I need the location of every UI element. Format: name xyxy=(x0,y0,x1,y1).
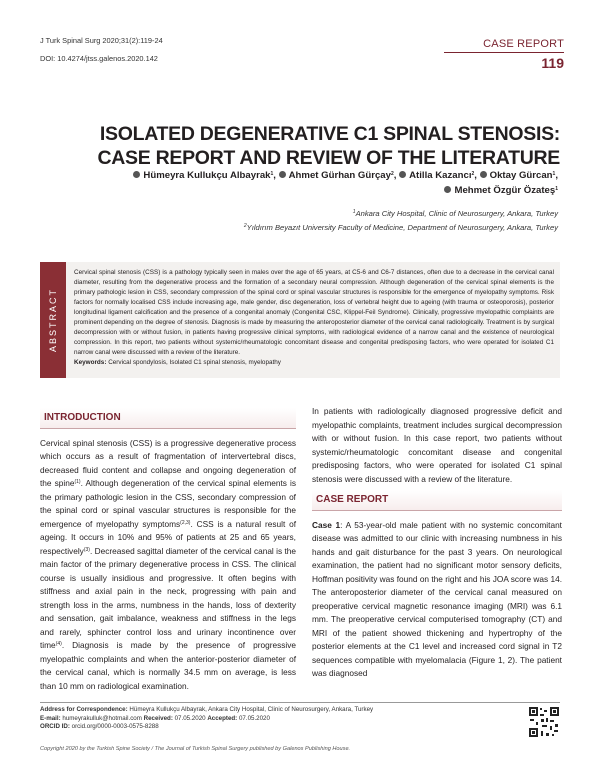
introduction-heading: INTRODUCTION xyxy=(40,408,296,429)
author[interactable]: Oktay Gürcan$^1$ xyxy=(480,170,556,181)
orcid-icon[interactable] xyxy=(279,171,286,178)
journal-reference: J Turk Spinal Surg 2020;31(2):119-24 xyxy=(40,36,163,45)
footer-divider xyxy=(40,702,560,703)
case-report-heading: CASE REPORT xyxy=(312,490,562,511)
correspondence-dates: E-mail: humeyrakulluk@hotmail.com Received: 07.05.2020 Accepted: 07.05.2020 xyxy=(40,714,270,722)
author[interactable]: Mehmet Özgür Özateş$^1$ xyxy=(444,185,558,196)
affiliations xyxy=(90,207,558,235)
qr-code-icon xyxy=(528,706,560,738)
orcid-icon[interactable] xyxy=(444,186,451,193)
case-report-header xyxy=(444,38,564,71)
abstract-tab xyxy=(40,262,66,378)
keywords: Keywords: Cervical spondylosis, Isolated C1 spinal stenosis, myelopathy xyxy=(74,359,281,366)
affiliation: $^1$Ankara City Hospital, Clinic of Neurosurgery, Ankara, Turkey xyxy=(352,209,558,218)
orcid-icon[interactable] xyxy=(133,171,140,178)
footer xyxy=(40,706,490,732)
page-number: 119 xyxy=(541,55,564,71)
article-title: ISOLATED DEGENERATIVE C1 SPINAL STENOSIS: CASE REPORT AND REVIEW OF THE LITERATURE xyxy=(97,123,560,169)
doi[interactable]: DOI: 10.4274/jtss.galenos.2020.142 xyxy=(40,54,158,63)
copyright-notice: Copyright 2020 by the Turkish Spine Society / The Journal of Turkish Spinal Surgery published by Galenos Publishing House. xyxy=(40,746,351,752)
author[interactable]: Atilla Kazancı$^2$ xyxy=(399,170,474,181)
left-column xyxy=(40,412,296,693)
case-report-label: CASE REPORT xyxy=(444,38,564,53)
email-link[interactable]: humeyrakulluk@hotmail.com xyxy=(62,714,142,722)
abstract-text: Cervical spinal stenosis (CSS) is a pathology typically seen in males over the age of 65 years, at C5-6 and C6-7 distances, often due to a decrease in the cervical canal diameter, resulting from the degenerative process and the formation of a secondary neural compression. Although degeneration of the cervical spinal elements is the primary pathologic lesion in CSS, secondary compression of the spinal cord or spinal vascular structures is responsible for the emergence of myelopathy symptoms. Risk factors for normally localised CSS include increasing age, male gender, disc degeneration, loss of vertebral height due to ageing (with trauma or osteoporosis), posterior longitudinal ligament calcification and the presence of a congenital anomaly (Congenital CSC, Klippel-Feil Syndrome). Clinically, progressive myelopathic complaints are prominent depending on the degree of stenosis. Diagnosis is made by measuring the anteroposterior diameter of the cervical canal radiologically. Treatment is by surgical decompression with or without fusion, in patients having progressive clinical symptoms, with radiological evidence of a narrow canal and the existence of neurological compression. In this report, two patients without systemic/rheumatologic concomitant disease and congenital predisposing factors, who were operated for isolated C1 narrow canal were discussed with a review of the literature. Keywords: Cervical spondylosis, Isolated C1 spinal stenosis, myelopathy xyxy=(74,269,554,366)
author-list: Hümeyra Kullukçu Albayrak$^1$, Ahmet Gürhan Gürçay$^2$, Atilla Kazancı$^2$, Oktay Gürcan$^1$, Mehmet Özgür Özateş$^1$ xyxy=(90,168,558,198)
orcid-icon[interactable] xyxy=(399,171,406,178)
affiliation: $^2$Yıldırım Beyazıt University Faculty of Medicine, Department of Neurosurgery, Ankara, Turkey xyxy=(243,223,558,232)
introduction-paragraph-continued: In patients with radiologically diagnosed progressive deficit and myelopathic complaints, treatment includes surgical decompression with or without fusion. In this case report, two patients without systemic/rheumatologic concomitant disease and congenital predisposing factors, who were operated for isolated C1 spinal stenosis were discussed with a review of the literature. xyxy=(312,406,562,484)
right-column xyxy=(312,405,562,681)
author[interactable]: Ahmet Gürhan Gürçay$^2$ xyxy=(279,170,394,181)
orcid-id: ORCID ID: orcid.org/0000-0003-0575-8288 xyxy=(40,723,159,731)
orcid-icon[interactable] xyxy=(480,171,487,178)
introduction-paragraph: Cervical spinal stenosis (CSS) is a progressive degenerative process which occurs as a result of fragmentation of intervertebral discs, decreased fluid content and collapse and ongoing degeneration of the spine$^{(1)}$. Although degeneration of the cervical spinal elements is the primary pathologic lesion in the CSS, secondary compression of the spinal cord or spinal vascular structures is responsible for the emergence of myelopathy symptoms$^{(2,3)}$. CSS is a natural result of ageing. It occurs in 10% and 95% of patients at 25 and 65 years, respectively$^{(3)}$. Decreased sagittal diameter of the cervical canal is the main factor of the primary degenerative process in CSS. The clinical course is usually insidious and progressive. It often begins with stiffness and axial pain in the neck, progressing with pain and strength loss in the arms, numbness in the hands, loss of dexterity and sensation, gait imbalance, weakness and stiffness in the legs and rarely, sphincter control loss and urinary incontinence over time$^{(4)}$. Diagnosis is made by the presence of progressive myelopathic complaints and when the anterior-posterior diameter of the cervical canal, which is normally 34.5 mm on average, is less than 10 mm on radiological examination. xyxy=(40,437,296,691)
orcid-link[interactable]: orcid.org/0000-0003-0575-8288 xyxy=(71,723,159,731)
author[interactable]: Hümeyra Kullukçu Albayrak$^1$ xyxy=(133,170,273,181)
abstract-label: ABSTRACT xyxy=(48,287,58,353)
case-report-paragraph: Case 1: A 53-year-old male patient with no systemic concomitant disease was admitted to our clinic with increasing numbness in his hands and gait disturbance for the past 3 years. On neurological examination, the patient had no significant motor sensory deficits, Hoffman positivity was found on the right and his JOA score was 14. The anteroposterior diameter of the cervical canal measured on preoperative cervical magnetic resonance imaging (MRI) was 6.1 mm. The preoperative cervical computerised tomography (CT) and MRI of the patient showed thickening and hypertrophy of the posterior elements at the C1 level and increased cord signal in T2 sequences compatible with myelomalacia (Figure 1, 2). The patient was diagnosed xyxy=(312,519,562,678)
abstract-box xyxy=(40,262,560,378)
correspondence-address: Address for Correspondence: Hümeyra Kullukçu Albayrak, Ankara City Hospital, Clinic of Neurosurgery, Ankara, Turkey xyxy=(40,706,374,713)
